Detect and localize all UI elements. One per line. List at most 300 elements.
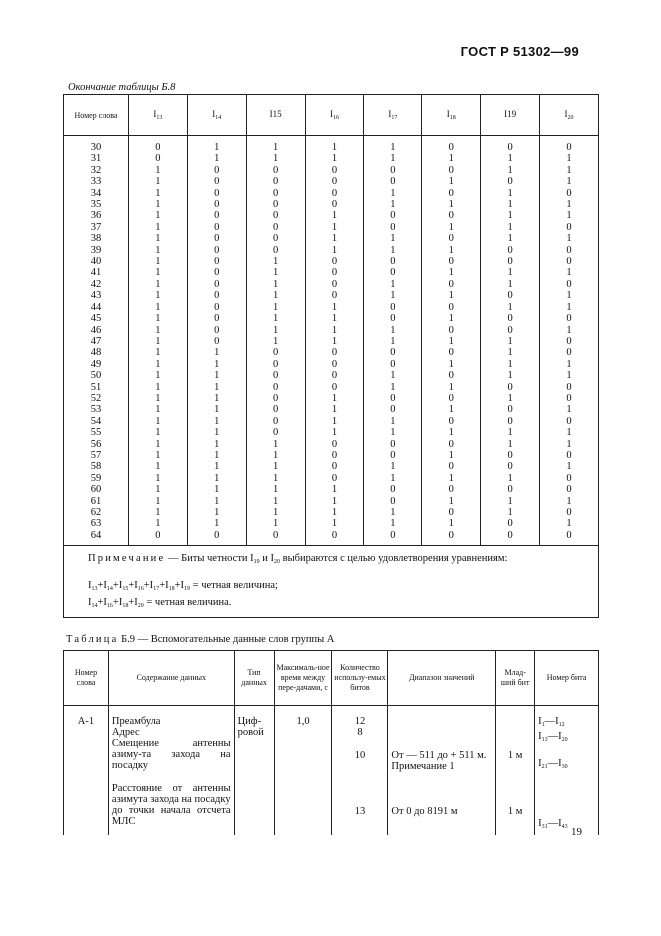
bit-value-cell: 1 [422, 222, 481, 233]
word-number-cell: 44 [64, 302, 129, 313]
bit-value-cell: 1 [305, 302, 364, 313]
table-b9-caption [66, 634, 334, 645]
bit-value-cell: 1 [364, 416, 422, 427]
bit-value-cell: 1 [305, 245, 364, 256]
table-row [64, 507, 599, 518]
bit-value-cell: 1 [305, 416, 364, 427]
bit-value-cell: 1 [305, 313, 364, 324]
bit-value-cell: 1 [187, 450, 246, 461]
table-row [64, 233, 599, 244]
bit-value-cell: 0 [246, 416, 305, 427]
word-number-cell: 60 [64, 484, 129, 495]
table-b8-header-row [64, 95, 599, 136]
word-number-cell: 61 [64, 496, 129, 507]
bit-value-cell: 1 [128, 336, 187, 347]
bit-value-cell: 0 [364, 484, 422, 495]
bit-value-cell: 0 [187, 302, 246, 313]
word-number-cell: 36 [64, 210, 129, 221]
bit-value-cell: 1 [364, 518, 422, 529]
table-row [64, 199, 599, 210]
bit-value-cell: 0 [481, 136, 540, 154]
word-number-cell: 42 [64, 279, 129, 290]
table-row [64, 325, 599, 336]
bit-value-cell: 1 [246, 507, 305, 518]
bit-value-cell: 0 [187, 245, 246, 256]
bit-value-cell: 0 [187, 313, 246, 324]
bits-count: 10 [354, 750, 366, 761]
word-number-cell: 63 [64, 518, 129, 529]
table-b9-caption-text: Б.9 — Вспомогательные данные слов группы А [118, 634, 335, 645]
table-row [64, 416, 599, 427]
bit-value-cell: 1 [246, 518, 305, 529]
bit-value-cell: 1 [481, 347, 540, 358]
column-header-content: Содержание данных [108, 651, 234, 706]
bit-value-cell: 0 [422, 530, 481, 546]
bit-value-cell: 0 [481, 518, 540, 529]
bit-value-cell: 1 [187, 136, 246, 154]
bit-value-cell: 1 [540, 439, 599, 450]
table-row [64, 706, 599, 836]
bit-value-cell: 0 [187, 336, 246, 347]
table-b9-header-row [64, 651, 599, 706]
table-row [64, 176, 599, 187]
bit-value-cell: 0 [364, 165, 422, 176]
bit-value-cell: 0 [481, 325, 540, 336]
bit-value-cell: 1 [305, 518, 364, 529]
bit-value-cell: 0 [364, 176, 422, 187]
bit-value-cell: 1 [128, 188, 187, 199]
bit-value-cell: 1 [128, 165, 187, 176]
table-row [64, 496, 599, 507]
bit-value-cell: 1 [422, 427, 481, 438]
bit-value-cell: 1 [540, 404, 599, 415]
column-header-range: Диапазон значений [388, 651, 496, 706]
bit-value-cell: 0 [540, 450, 599, 461]
bit-range: $I_{21}—I_{30}$ [538, 758, 568, 770]
column-header-bit: $I_{20}$ [540, 95, 599, 136]
bit-value-cell: 1 [481, 210, 540, 221]
word-number-cell: 38 [64, 233, 129, 244]
bit-value-cell: 1 [246, 313, 305, 324]
bit-value-cell: 1 [128, 382, 187, 393]
word-number-cell: 54 [64, 416, 129, 427]
bit-value-cell: 1 [128, 427, 187, 438]
bit-value-cell: 0 [540, 136, 599, 154]
bit-value-cell: 1 [128, 233, 187, 244]
bit-value-cell: 0 [246, 199, 305, 210]
bit-value-cell: 1 [246, 136, 305, 154]
content-item: Смещение антенны азиму-та захода на посадку [111, 738, 231, 771]
bit-value-cell: 0 [422, 279, 481, 290]
word-number-cell: 30 [64, 136, 129, 154]
bit-value-cell: 0 [364, 496, 422, 507]
bit-value-cell: 1 [422, 404, 481, 415]
bit-value-cell: 0 [187, 290, 246, 301]
bit-value-cell: 0 [305, 176, 364, 187]
bit-value-cell: 1 [128, 256, 187, 267]
bit-value-cell: 0 [364, 530, 422, 546]
bit-value-cell: 1 [481, 439, 540, 450]
bit-value-cell: 1 [187, 496, 246, 507]
column-header-bits-count: Количество использу-емых битов [332, 651, 388, 706]
bit-value-cell: 1 [540, 267, 599, 278]
bit-value-cell: 1 [481, 427, 540, 438]
bit-value-cell: 0 [364, 347, 422, 358]
bit-value-cell: 0 [481, 450, 540, 461]
column-header-bit: $I_{18}$ [422, 95, 481, 136]
bit-value-cell: 0 [246, 382, 305, 393]
bit-value-cell: 0 [246, 176, 305, 187]
bit-value-cell: 0 [246, 530, 305, 546]
table-row [64, 530, 599, 546]
bit-value-cell: 1 [364, 382, 422, 393]
bit-value-cell: 0 [540, 188, 599, 199]
bit-value-cell: 0 [422, 233, 481, 244]
bit-value-cell: 1 [540, 518, 599, 529]
table-row [64, 165, 599, 176]
bit-value-cell: 1 [128, 393, 187, 404]
bit-value-cell: 0 [305, 188, 364, 199]
bit-value-cell: 1 [481, 188, 540, 199]
range-cell [388, 706, 496, 836]
parity-equation: $I_{14}+I_{16}+I_{18}+I_{20}$ = четная величина. [88, 597, 232, 610]
bit-value-cell: 0 [422, 461, 481, 472]
bit-value-cell: 0 [540, 256, 599, 267]
bit-value-cell: 0 [305, 359, 364, 370]
bit-value-cell: 0 [422, 256, 481, 267]
word-number-cell: 35 [64, 199, 129, 210]
table-row [64, 136, 599, 154]
table-row [64, 313, 599, 324]
bit-value-cell: 0 [481, 176, 540, 187]
bit-value-cell: 1 [246, 461, 305, 472]
word-number-cell: 34 [64, 188, 129, 199]
bit-value-cell: 0 [128, 530, 187, 546]
bits-count: 13 [354, 806, 366, 817]
word-number-cell: 58 [64, 461, 129, 472]
bit-value-cell: 1 [305, 393, 364, 404]
bit-value-cell: 1 [128, 199, 187, 210]
bit-value-cell: 1 [364, 279, 422, 290]
bit-value-cell: 0 [422, 370, 481, 381]
table-row [64, 450, 599, 461]
range-value: От — 511 до + 511 м. Примечание 1 [391, 750, 487, 772]
word-number-cell: 57 [64, 450, 129, 461]
bit-value-cell: 1 [364, 427, 422, 438]
bit-value-cell: 0 [305, 199, 364, 210]
bit-value-cell: 0 [481, 404, 540, 415]
table-row [64, 290, 599, 301]
bit-value-cell: 0 [422, 136, 481, 154]
bit-value-cell: 1 [128, 461, 187, 472]
table-row [64, 359, 599, 370]
bit-value-cell: 0 [364, 359, 422, 370]
bit-value-cell: 1 [481, 473, 540, 484]
bit-value-cell: 0 [481, 256, 540, 267]
bit-value-cell: 0 [246, 233, 305, 244]
bit-value-cell: 1 [305, 325, 364, 336]
column-header-bit: I19 [481, 95, 540, 136]
bit-value-cell: 0 [246, 245, 305, 256]
bit-value-cell: 0 [422, 188, 481, 199]
parity-equation: $I_{13}+I_{14}+I_{15}+I_{16}+I_{17}+I_{18}+I_{19}$ = четная величина; [88, 580, 278, 593]
bit-value-cell: 1 [364, 233, 422, 244]
bit-value-cell: 1 [128, 450, 187, 461]
bit-value-cell: 0 [540, 245, 599, 256]
word-number-cell: 40 [64, 256, 129, 267]
bit-value-cell: 1 [305, 404, 364, 415]
bit-value-cell: 1 [187, 507, 246, 518]
bit-value-cell: 1 [128, 279, 187, 290]
bit-value-cell: 1 [481, 153, 540, 164]
bit-value-cell: 1 [305, 210, 364, 221]
bit-value-cell: 0 [305, 473, 364, 484]
bit-value-cell: 1 [540, 370, 599, 381]
bit-value-cell: 1 [246, 325, 305, 336]
bit-value-cell: 0 [187, 279, 246, 290]
bit-value-cell: 0 [128, 136, 187, 154]
bit-value-cell: 1 [187, 439, 246, 450]
bit-value-cell: 1 [422, 473, 481, 484]
bit-value-cell: 0 [481, 382, 540, 393]
bit-value-cell: 0 [364, 267, 422, 278]
bit-value-cell: 0 [246, 370, 305, 381]
word-number-cell: 46 [64, 325, 129, 336]
bit-value-cell: 0 [481, 484, 540, 495]
bit-value-cell: 0 [128, 153, 187, 164]
word-number-cell: 33 [64, 176, 129, 187]
table-row [64, 404, 599, 415]
bit-value-cell: 1 [422, 176, 481, 187]
bit-value-cell: 1 [540, 153, 599, 164]
bit-value-cell: 1 [187, 359, 246, 370]
bit-value-cell: 0 [187, 233, 246, 244]
bit-value-cell: 0 [187, 210, 246, 221]
table-row [64, 245, 599, 256]
bit-value-cell: 1 [422, 290, 481, 301]
bit-value-cell: 0 [364, 222, 422, 233]
bit-value-cell: 1 [481, 393, 540, 404]
word-number-cell: 45 [64, 313, 129, 324]
column-header-word: Номер слова [64, 95, 129, 136]
bit-value-cell: 0 [481, 530, 540, 546]
bit-value-cell: 1 [246, 267, 305, 278]
bit-value-cell: 1 [481, 359, 540, 370]
bit-value-cell: 0 [540, 313, 599, 324]
bit-value-cell: 0 [246, 165, 305, 176]
bit-value-cell: 0 [187, 165, 246, 176]
bit-value-cell: 1 [187, 416, 246, 427]
bit-value-cell: 1 [364, 199, 422, 210]
bit-value-cell: 1 [187, 393, 246, 404]
content-item: Преамбула [111, 716, 161, 727]
column-header-bit-number: Номер бита [535, 651, 599, 706]
bit-value-cell: 1 [540, 176, 599, 187]
lsb-cell [496, 706, 535, 836]
column-header-max-time: Максималь-ное время между пере-дачами, с [274, 651, 332, 706]
bit-value-cell: 1 [364, 136, 422, 154]
bit-value-cell: 1 [364, 153, 422, 164]
table-row [64, 473, 599, 484]
bit-value-cell: 1 [246, 496, 305, 507]
bit-value-cell: 0 [540, 473, 599, 484]
bit-value-cell: 1 [305, 336, 364, 347]
table-note: Примечание — Биты четности $I_{19}$ и $I_{20}$ выбираются с целью удовлетворения уравнениям: $I_{13}+I_{14}+I_{15}+I_{16}+I_{17}+I_{18}+I_{19}$ = четная величина; $I_{14}+I_{16}+I_{18}+I_{20}$ = четная величина. [64, 546, 599, 618]
table-row [64, 393, 599, 404]
word-number-cell: 52 [64, 393, 129, 404]
bit-value-cell: 0 [305, 290, 364, 301]
bit-value-cell: 0 [187, 256, 246, 267]
table-row [64, 484, 599, 495]
bit-value-cell: 0 [246, 188, 305, 199]
bit-value-cell: 0 [481, 290, 540, 301]
word-number-cell: 50 [64, 370, 129, 381]
bit-value-cell: 1 [187, 473, 246, 484]
table-row [64, 336, 599, 347]
bit-value-cell: 1 [481, 233, 540, 244]
bit-value-cell: 0 [364, 313, 422, 324]
bit-value-cell: 0 [422, 347, 481, 358]
bit-value-cell: 1 [128, 518, 187, 529]
table-row [64, 347, 599, 358]
bit-value-cell: 0 [305, 347, 364, 358]
bit-range: $I_1—I_{12}$ [538, 716, 565, 728]
table-row [64, 210, 599, 221]
bit-value-cell: 0 [422, 210, 481, 221]
bit-value-cell: 1 [128, 347, 187, 358]
bit-value-cell: 1 [128, 302, 187, 313]
max-time-cell: 1,0 [274, 706, 332, 836]
bit-value-cell: 1 [187, 427, 246, 438]
bit-value-cell: 1 [305, 507, 364, 518]
bit-value-cell: 1 [481, 496, 540, 507]
table-row [64, 382, 599, 393]
bit-value-cell: 1 [364, 461, 422, 472]
bit-value-cell: 1 [246, 473, 305, 484]
word-number-cell: 51 [64, 382, 129, 393]
table-row [64, 256, 599, 267]
bit-value-cell: 0 [540, 507, 599, 518]
table-b9-caption-label: Таблица [66, 634, 119, 645]
bit-value-cell: 0 [364, 404, 422, 415]
bit-value-cell: 0 [364, 302, 422, 313]
bit-value-cell: 1 [128, 325, 187, 336]
word-number-cell: 41 [64, 267, 129, 278]
column-header-bit: $I_{13}$ [128, 95, 187, 136]
bit-value-cell: 1 [481, 222, 540, 233]
bit-value-cell: 1 [540, 325, 599, 336]
table-row [64, 427, 599, 438]
bit-value-cell: 0 [422, 484, 481, 495]
bit-value-cell: 1 [422, 199, 481, 210]
bit-value-cell: 1 [540, 359, 599, 370]
bit-value-cell: 1 [128, 370, 187, 381]
bit-value-cell: 0 [540, 382, 599, 393]
bit-value-cell: 1 [422, 450, 481, 461]
column-header-type: Тип данных [234, 651, 274, 706]
bit-value-cell: 1 [305, 427, 364, 438]
bit-value-cell: 0 [305, 461, 364, 472]
table-row [64, 153, 599, 164]
bit-value-cell: 0 [540, 279, 599, 290]
bit-value-cell: 1 [540, 302, 599, 313]
bit-value-cell: 1 [128, 404, 187, 415]
column-header-bit: I15 [246, 95, 305, 136]
bit-value-cell: 1 [128, 290, 187, 301]
bit-value-cell: 1 [364, 473, 422, 484]
bit-value-cell: 0 [246, 210, 305, 221]
table-row [64, 439, 599, 450]
bit-value-cell: 1 [128, 313, 187, 324]
bit-value-cell: 0 [305, 256, 364, 267]
column-header-word: Номер слова [64, 651, 109, 706]
bit-value-cell: 1 [246, 336, 305, 347]
bit-value-cell: 0 [540, 336, 599, 347]
bit-value-cell: 1 [422, 382, 481, 393]
bit-value-cell: 1 [246, 450, 305, 461]
table-b8 [63, 94, 599, 618]
bit-value-cell: 0 [364, 256, 422, 267]
bit-value-cell: 1 [540, 210, 599, 221]
bit-value-cell: 1 [481, 199, 540, 210]
column-header-bit: $I_{17}$ [364, 95, 422, 136]
bit-value-cell: 0 [364, 450, 422, 461]
column-header-bit: $I_{16}$ [305, 95, 364, 136]
bit-value-cell: 1 [481, 370, 540, 381]
bit-value-cell: 1 [128, 267, 187, 278]
bit-value-cell: 1 [364, 370, 422, 381]
bit-value-cell: 0 [246, 347, 305, 358]
bit-value-cell: 1 [128, 439, 187, 450]
table-row [64, 370, 599, 381]
word-number-cell: 32 [64, 165, 129, 176]
bit-value-cell: 1 [187, 518, 246, 529]
type-cell: Циф-ровой [234, 706, 274, 836]
bit-value-cell: 0 [187, 530, 246, 546]
bits-count-cell [332, 706, 388, 836]
bit-value-cell: 0 [305, 267, 364, 278]
bit-value-cell: 1 [128, 496, 187, 507]
word-number-cell: 47 [64, 336, 129, 347]
bit-value-cell: 0 [364, 210, 422, 221]
bit-value-cell: 0 [364, 439, 422, 450]
bit-value-cell: 0 [422, 165, 481, 176]
bits-count: 8 [357, 727, 363, 738]
word-number-cell: 31 [64, 153, 129, 164]
bit-value-cell: 0 [481, 416, 540, 427]
lsb-value: 1 м [507, 750, 523, 761]
bit-range: $I_{13}—I_{20}$ [538, 731, 568, 743]
bit-value-cell: 0 [540, 484, 599, 495]
bit-value-cell: 1 [305, 136, 364, 154]
bit-value-cell: 1 [481, 336, 540, 347]
bit-value-cell: 1 [246, 439, 305, 450]
bit-value-cell: 1 [128, 359, 187, 370]
bit-value-cell: 1 [481, 165, 540, 176]
bit-value-cell: 1 [364, 188, 422, 199]
bit-number-cell [535, 706, 599, 836]
table-row [64, 188, 599, 199]
bits-count: 12 [354, 716, 366, 727]
bit-value-cell: 1 [422, 496, 481, 507]
bit-value-cell: 0 [481, 245, 540, 256]
bit-value-cell: 1 [422, 518, 481, 529]
lsb-value: 1 м [507, 806, 523, 817]
bit-value-cell: 1 [187, 404, 246, 415]
bit-value-cell: 1 [540, 233, 599, 244]
bit-value-cell: 1 [305, 233, 364, 244]
bit-value-cell: 1 [246, 153, 305, 164]
